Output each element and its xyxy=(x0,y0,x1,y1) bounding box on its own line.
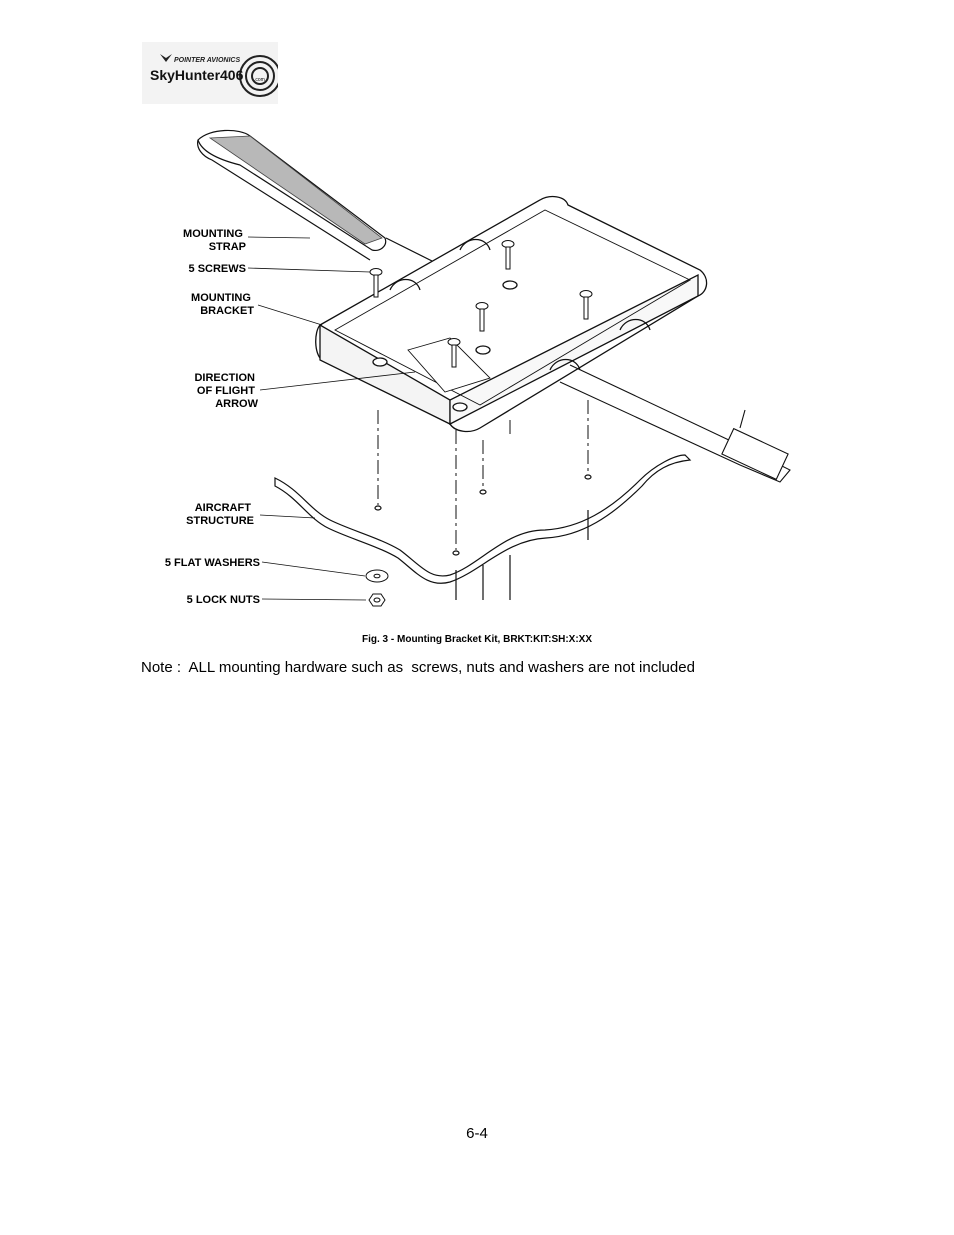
callout-aircraft-structure xyxy=(186,502,254,527)
callout-mounting-strap-line1: MOUNTING xyxy=(183,228,243,240)
washer-drawing xyxy=(366,570,388,582)
callout-direction-arrow xyxy=(194,372,258,410)
callout-mounting-bracket xyxy=(191,292,254,317)
mounting-bracket-figure xyxy=(150,110,810,610)
callout-aircraft-structure-line1: AIRCRAFT xyxy=(194,502,251,514)
logo-suffix: .com xyxy=(254,77,265,83)
logo-line1: POINTER AVIONICS xyxy=(174,57,241,64)
callout-mounting-strap xyxy=(183,228,246,253)
callout-direction-arrow-line2: OF FLIGHT xyxy=(196,385,255,397)
strap-tail-drawing xyxy=(560,365,790,482)
callout-flat-washers: 5 FLAT WASHERS xyxy=(164,557,260,569)
figure-caption: Fig. 3 - Mounting Bracket Kit, BRKT:KIT:SH:X:XX xyxy=(362,634,592,645)
lock-nut-drawing xyxy=(369,594,385,606)
page-number: 6-4 xyxy=(466,1125,488,1142)
callout-direction-arrow-line3: ARROW xyxy=(215,398,258,410)
callout-mounting-bracket-line1: MOUNTING xyxy=(191,292,251,304)
callout-direction-arrow-line1: DIRECTION xyxy=(194,372,255,384)
callout-lock-nuts: 5 LOCK NUTS xyxy=(186,594,260,606)
logo-line2: SkyHunter406 xyxy=(150,67,244,83)
hardware-note: Note : ALL mounting hardware such as screws, nuts and washers are not included xyxy=(141,659,695,676)
skyhunter-logo xyxy=(142,42,278,104)
callout-screws: 5 SCREWS xyxy=(188,263,246,275)
exploded-view-drawing xyxy=(150,110,810,610)
callout-mounting-strap-line2: STRAP xyxy=(208,241,246,253)
callout-mounting-bracket-line2: BRACKET xyxy=(200,305,254,317)
callout-aircraft-structure-line2: STRUCTURE xyxy=(186,515,254,527)
